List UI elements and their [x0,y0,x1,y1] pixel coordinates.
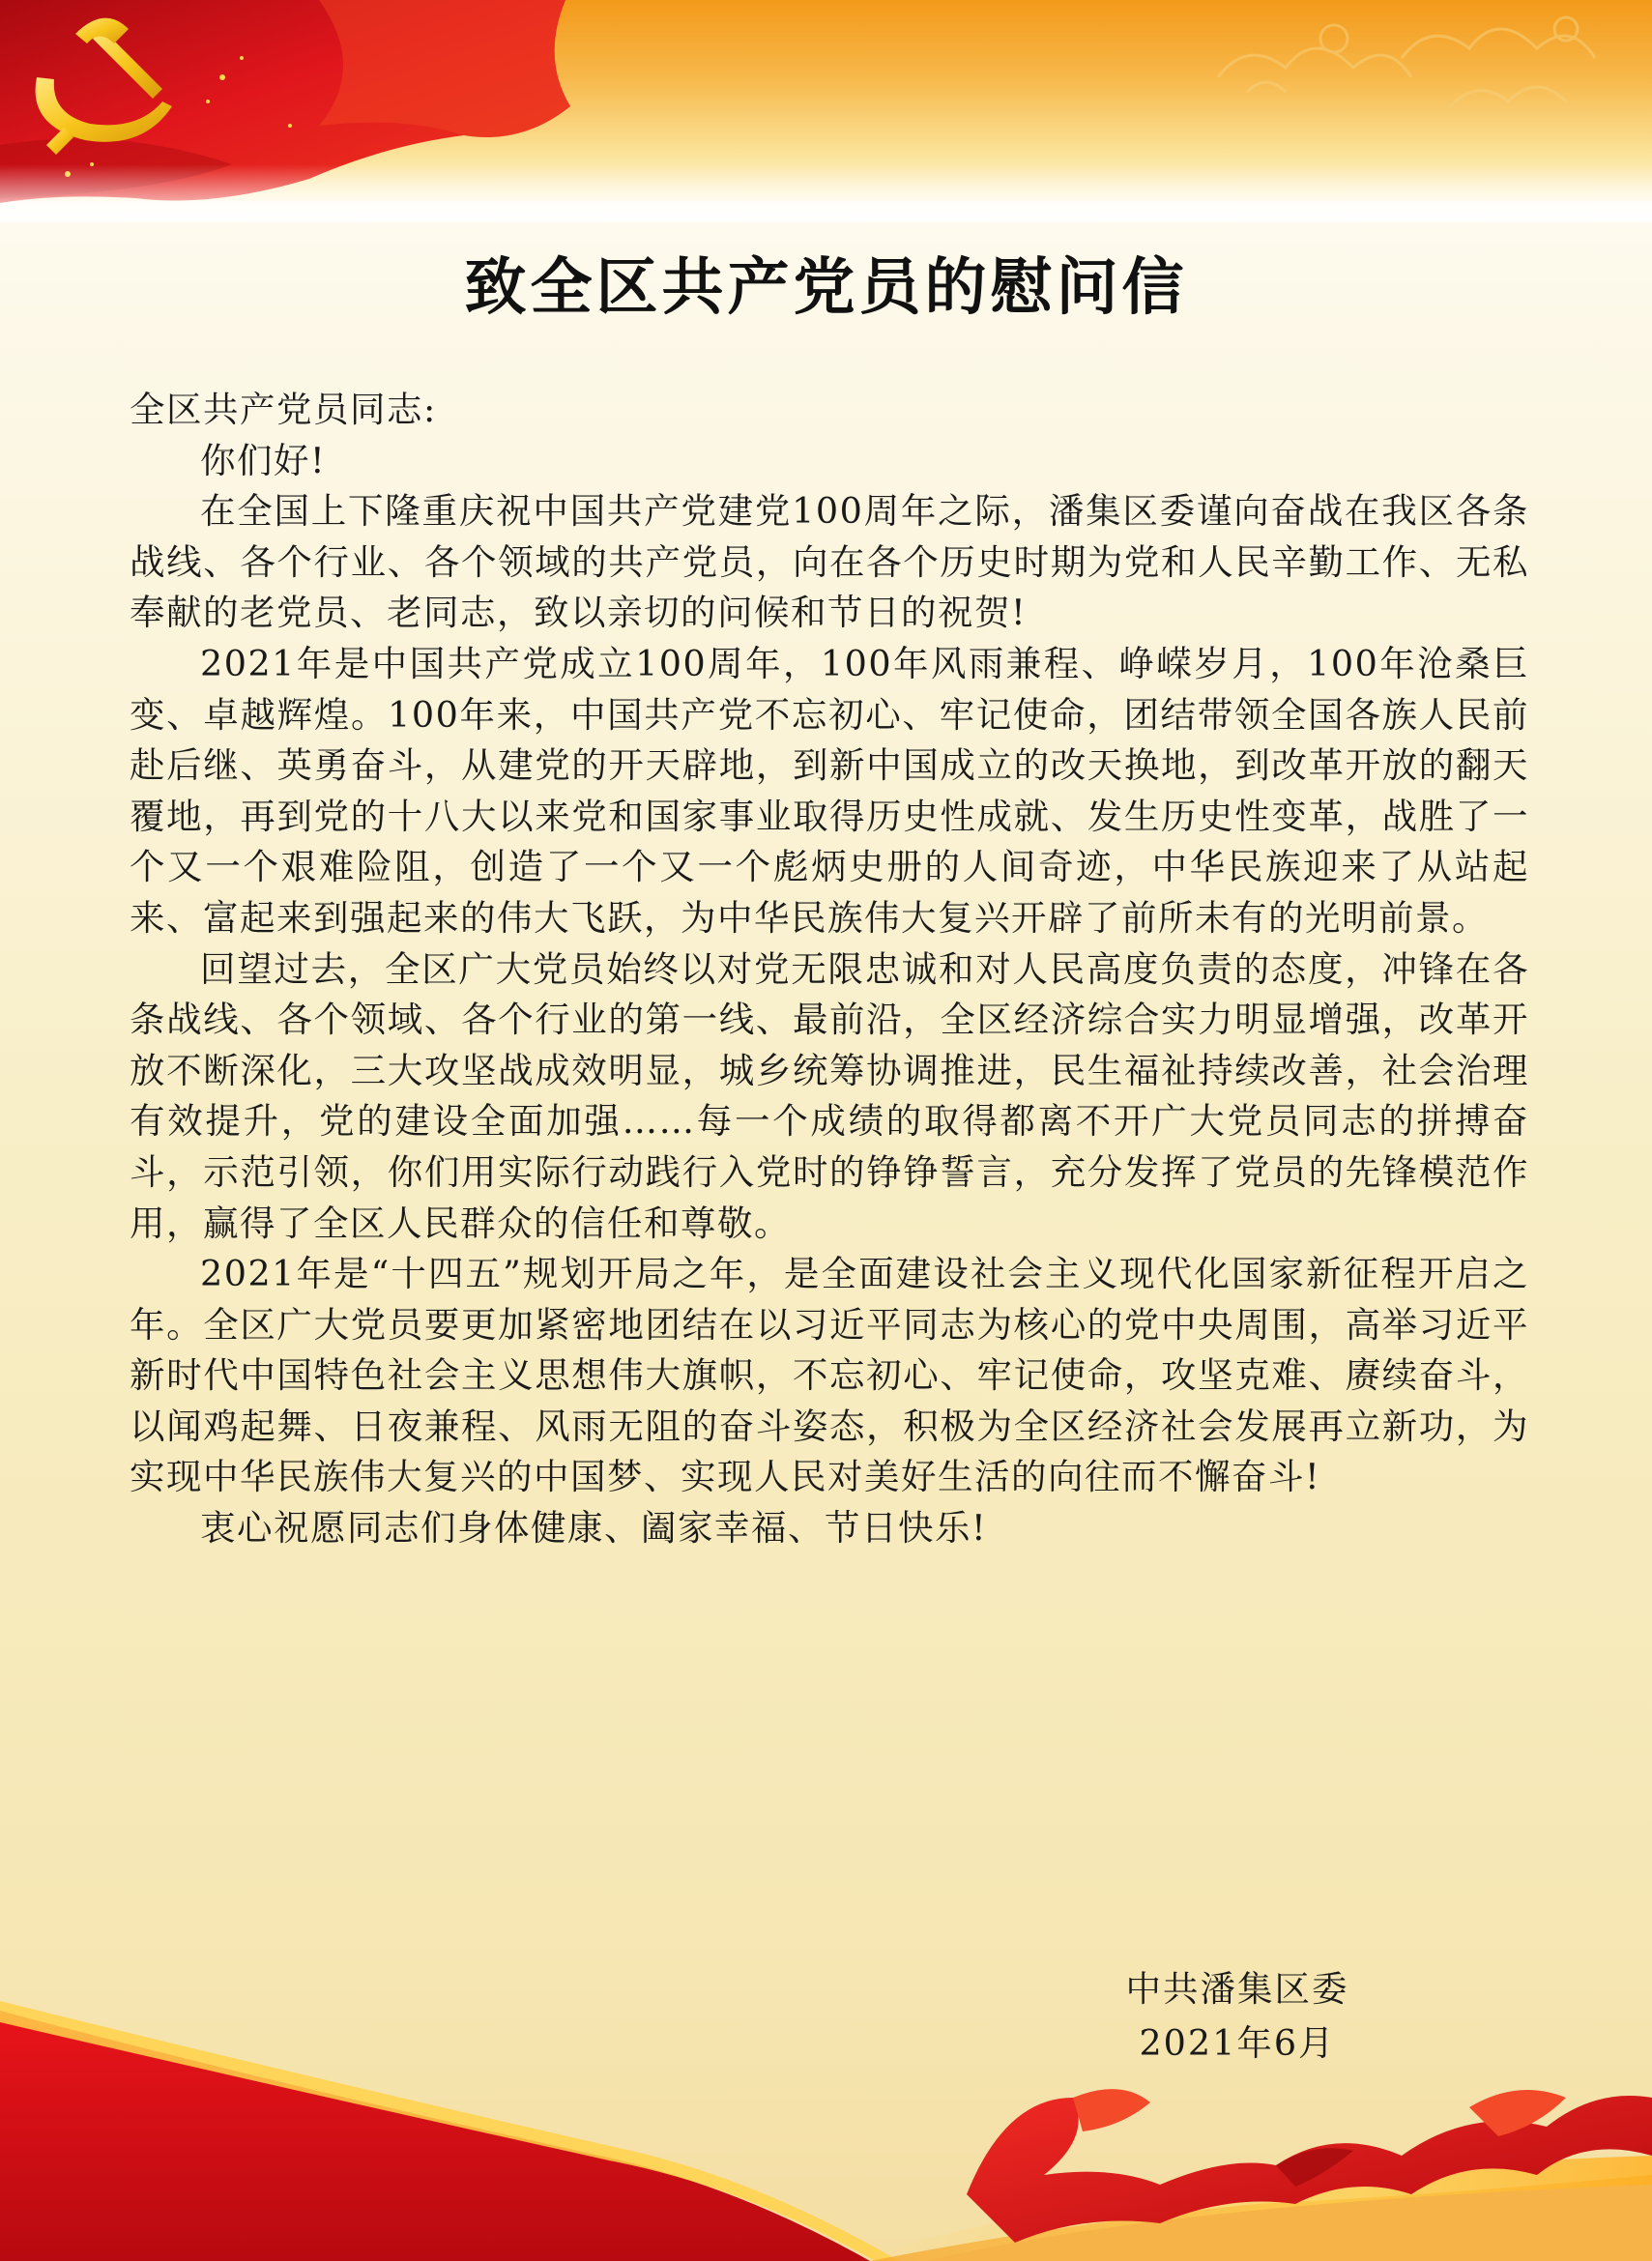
greeting-line: 你们好! [200,439,327,481]
body-paragraph-1: 在全国上下隆重庆祝中国共产党建党100周年之际，潘集区委谨向奋战在我区各条战线、各个行业、各个领域的共产党员，向在各个历史时期为党和人民辛勤工作、无私奉献的老党员、老同志，致以亲切的问候和节日的祝贺! [130,490,1529,634]
body-paragraph-4: 2021年是“十四五”规划开局之年，是全面建设社会主义现代化国家新征程开启之年。全区广大党员要更加紧密地团结在以习近平同志为核心的党中央周围，高举习近平新时代中国特色社会主义思想伟大旗帜，不忘初心、牢记使命，攻坚克难、赓续奋斗，以闻鸡起舞、日夜兼程、风雨无阻的奋斗姿态，积极为全区经济社会发展再立新功，为实现中华民族伟大复兴的中国梦、实现人民对美好生活的向往而不懈奋斗! [130,1253,1529,1498]
closing-wishes: 衷心祝愿同志们身体健康、阖家幸福、节日快乐! [200,1507,988,1550]
cloud-pattern-decoration [1160,0,1652,145]
letter-body [130,385,1529,1554]
salutation: 全区共产党员同志: [130,389,437,430]
signature-block [1044,1962,1431,2071]
body-paragraph-3: 回望过去，全区广大党员始终以对党无限忠诚和对人民高度负责的态度，冲锋在各条战线、各个领域、各个行业的第一线、最前沿，全区经济综合实力明显增强，改革开放不断深化，三大攻坚战成效明显，城乡统筹协调推进，民生福祉持续改善，社会治理有效提升，党的建设全面加强……每一个成绩的取得都离不开广大党员同志的拼搏奋斗，示范引领，你们用实际行动践行入党时的铮铮誓言，充分发挥了党员的先锋模范作用，赢得了全区人民群众的信任和尊敬。 [130,947,1529,1244]
signature-date: 2021年6月 [1139,2022,1336,2064]
banner-fade [0,164,1652,222]
signature-org: 中共潘集区委 [1125,1968,1349,2010]
letter-title: 致全区共产党员的慰问信 [464,251,1188,324]
body-paragraph-2: 2021年是中国共产党成立100周年，100年风雨兼程、峥嵘岁月，100年沧桑巨变、卓越辉煌。100年来，中国共产党不忘初心、牢记使命，团结带领全国各族人民前赴后继、英勇奋斗，从建党的开天辟地，到新中国成立的改天换地，到改革开放的翻天覆地，再到党的十八大以来党和国家事业取得历史性成就、发生历史性变革，战胜了一个又一个艰难险阻，创造了一个又一个彪炳史册的人间奇迹，中华民族迎来了从站起来、富起来到强起来的伟大飞跃，为中华民族伟大复兴开辟了前所未有的光明前景。 [130,642,1529,939]
